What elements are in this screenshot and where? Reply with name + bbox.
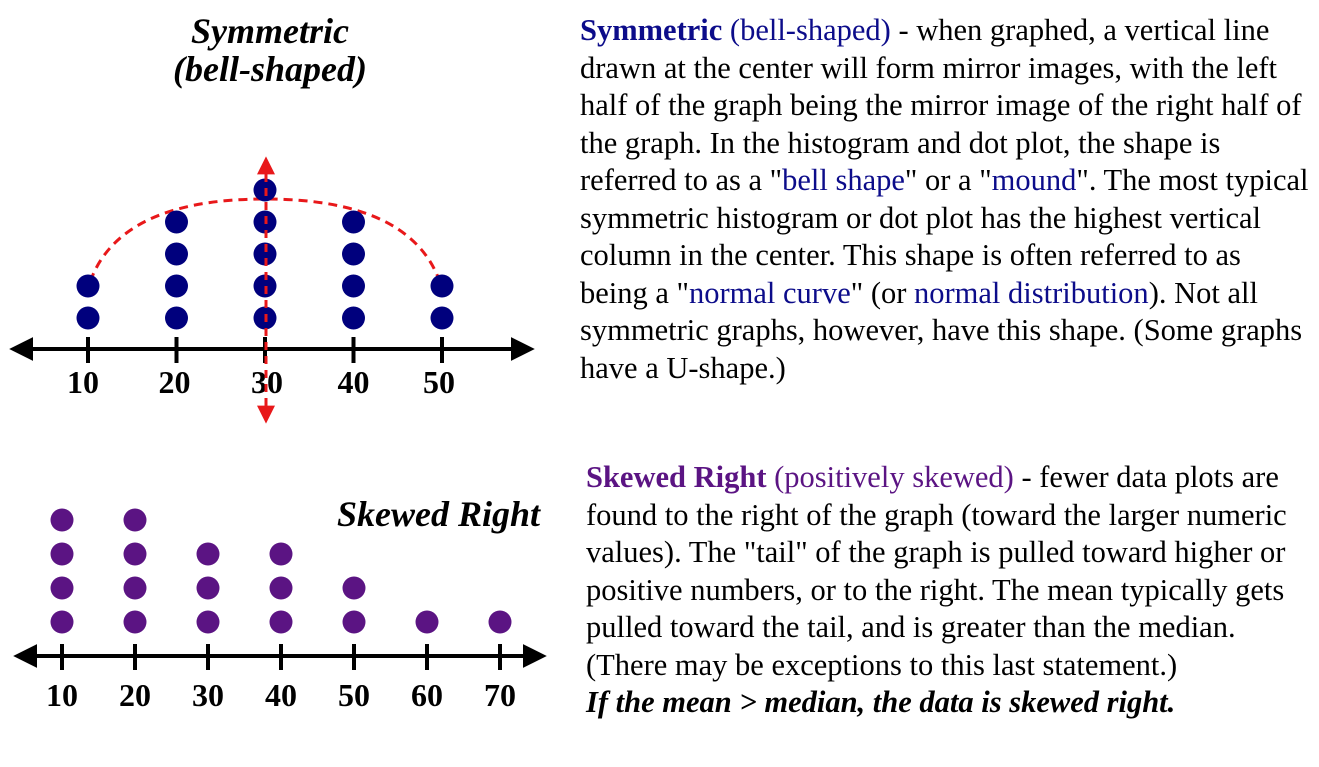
skewed-right-description [586, 459, 1316, 722]
data-dot [77, 307, 100, 330]
symmetric-term: Symmetric [580, 13, 723, 47]
symmetric-title-line1: Symmetric [191, 11, 349, 51]
tick-label: 20 [119, 677, 151, 713]
data-dot [165, 307, 188, 330]
data-dot [51, 577, 74, 600]
data-dot [197, 543, 220, 566]
data-dot [197, 611, 220, 634]
data-dot [124, 509, 147, 532]
tick-label: 30 [251, 364, 283, 400]
tick-label: 10 [67, 364, 99, 400]
symmetric-title [120, 12, 420, 88]
data-dot [342, 275, 365, 298]
tick-label: 70 [484, 677, 516, 713]
tick-label: 50 [338, 677, 370, 713]
data-dot [270, 577, 293, 600]
skewed-right-title: Skewed Right [336, 494, 540, 534]
data-dot [51, 543, 74, 566]
symmetric-title-line2: (bell-shaped) [173, 49, 367, 89]
data-dot [431, 275, 454, 298]
symmetric-text-5: ). Not all symmetric graphs, however, have this shape. (Some graphs have a U-shape.) [580, 275, 1303, 385]
tick-label: 40 [265, 677, 297, 713]
keyword-normal-distribution: normal distribution [914, 275, 1149, 310]
skewed-subterm: (positively skewed) [774, 460, 1014, 494]
symmetric-text-3: ". The most typical symmetric histogram or dot plot has the highest vertical column in the center. This shape is often referred to as being a " [580, 163, 1309, 310]
tick-label: 40 [337, 364, 370, 400]
skewed-term: Skewed Right [586, 460, 767, 494]
keyword-bell-shape: bell shape [782, 163, 905, 197]
symmetric-text-1: - when graphed, a vertical line drawn at the center will form mirror images, with the left half of the graph being the mirror image of the right half of the graph. In the histogram and dot plot, the shape is referred to as a " [580, 13, 1302, 197]
symmetric-text-4: " (or [850, 275, 915, 310]
symmetric-description [580, 12, 1315, 387]
data-dot [124, 611, 147, 634]
skewed-conclusion: If the mean > median, the data is skewed right. [586, 685, 1176, 719]
skewed-text-1: - fewer data plots are found to the right of the graph (toward the larger numeric values). The "tail" of the graph is pulled toward higher or positive numbers, or to the right. The mean typically gets pulled toward the tail, and is greater than the median. (There may be exceptions to this last statement.) [586, 460, 1287, 682]
symmetric-dot-plot [14, 160, 530, 420]
data-dot [51, 509, 74, 532]
data-dot [416, 611, 439, 634]
tick-label: 50 [423, 364, 455, 400]
data-dot [431, 307, 454, 330]
tick-label: 60 [411, 677, 443, 713]
data-dot [342, 211, 365, 234]
skewed-right-dot-plot [18, 509, 542, 714]
data-dot [197, 577, 220, 600]
tick-label: 30 [192, 677, 224, 713]
data-dot [165, 211, 188, 234]
data-dot [489, 611, 512, 634]
data-dot [77, 275, 100, 298]
data-dot [165, 243, 188, 266]
data-dot [124, 577, 147, 600]
tick-label: 20 [158, 364, 191, 400]
tick-label: 10 [46, 677, 78, 713]
data-dot [343, 611, 366, 634]
keyword-normal-curve: normal curve [689, 275, 851, 310]
data-dot [342, 243, 365, 266]
symmetric-subterm: (bell-shaped) [729, 13, 891, 47]
data-dot [343, 577, 366, 600]
data-dot [124, 543, 147, 566]
symmetric-text-2: " or a " [904, 163, 992, 197]
data-dot [270, 611, 293, 634]
data-dot [342, 307, 365, 330]
keyword-mound: mound [991, 163, 1077, 197]
data-dot [165, 275, 188, 298]
data-dot [51, 611, 74, 634]
data-dot [270, 543, 293, 566]
